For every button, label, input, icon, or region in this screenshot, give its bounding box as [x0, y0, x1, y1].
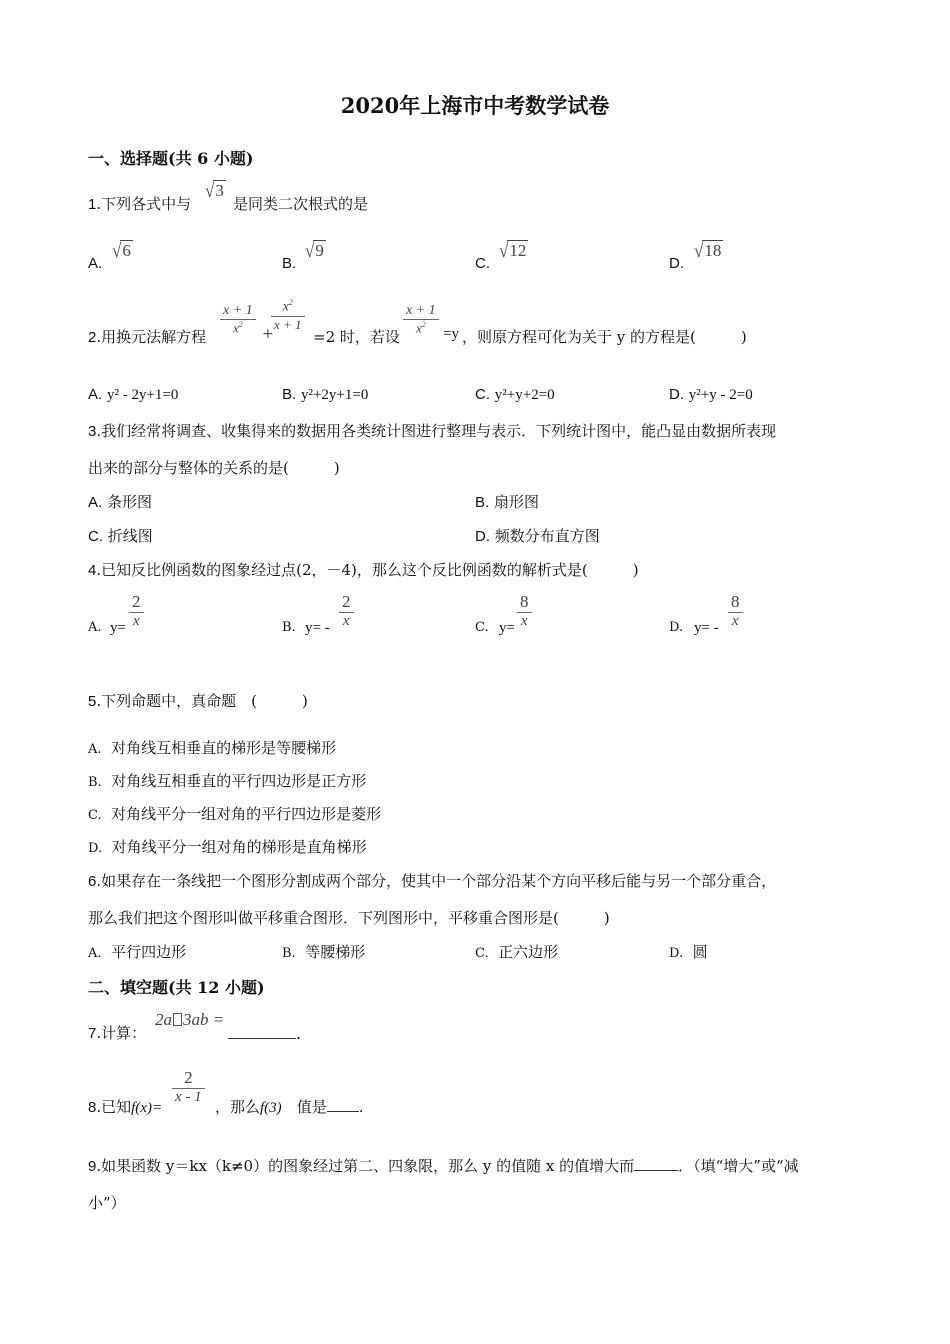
question-9-line-2: 小”）	[88, 1194, 126, 1212]
option-c-sqrt: √12	[499, 239, 527, 262]
placeholder-box-icon	[173, 1013, 182, 1026]
option-c: C. y²+y+2=0	[475, 386, 555, 403]
section-heading-choice: 一、选择题(共 6 小题)	[88, 149, 254, 168]
question-text-eq: =y	[443, 326, 459, 342]
option-b-sqrt: √9	[305, 239, 324, 262]
option-d-prefix: y= -	[694, 620, 719, 636]
plus-sign: +	[262, 326, 274, 342]
question-text-post: ，则原方程可化为关于 y 的方程是( )	[462, 328, 747, 346]
option-d: D. 对角线平分一组对角的梯形是直角梯形	[88, 838, 367, 856]
option-b-fraction: 2 x	[339, 592, 354, 630]
question-number: 6	[88, 873, 97, 890]
question-number: 8	[88, 1099, 97, 1116]
question-1	[88, 193, 191, 214]
sqrt-3: √3	[205, 179, 224, 202]
question-9-line-1: 9.如果函数 y＝kx（k≠0）的图象经过第二、四象限，那么 y 的值随 x 的值增大而 ．（填“增大”或“减	[88, 1157, 799, 1175]
question-number: 3	[88, 423, 97, 440]
question-6-line-1: 6.如果存在一条线把一个图形分割成两个部分，使其中一个部分沿某个方向平移后能与另一个部分重合，	[88, 872, 777, 890]
option-d-fraction: 8 x	[728, 592, 743, 630]
option-c-label: C.	[475, 255, 490, 272]
answer-blank[interactable]	[634, 1156, 678, 1171]
answer-blank[interactable]	[327, 1097, 359, 1112]
option-a-prefix: y=	[110, 620, 126, 636]
page-title: 2020年上海市中考数学试卷	[340, 93, 610, 118]
option-b: B. 对角线互相垂直的平行四边形是正方形	[88, 772, 367, 790]
question-3-line-2: 出来的部分与整体的关系的是( )	[88, 459, 340, 477]
question-8-tail: ，那么f(3) 值是 .	[215, 1098, 364, 1116]
question-number: 2	[88, 329, 97, 346]
option-d-label: D.	[669, 255, 684, 272]
option-a-fraction: 2 x	[129, 592, 144, 630]
option-a: A. y² - 2y+1=0	[88, 386, 179, 403]
function-fraction: 2 x - 1	[172, 1068, 205, 1106]
question-number: 9	[88, 1158, 97, 1175]
question-6-line-2: 那么我们把这个图形叫做平移重合图形．下列图形中，平移重合图形是( )	[88, 909, 610, 927]
question-2	[88, 326, 206, 347]
option-a: A. 对角线互相垂直的梯形是等腰梯形	[88, 739, 337, 757]
question-number: 4	[88, 562, 97, 579]
question-number: 5	[88, 693, 97, 710]
section-heading-fill: 二、填空题(共 12 小题)	[88, 978, 265, 997]
option-b: B. 等腰梯形	[282, 943, 366, 961]
fraction-2: $x^2$ x + 1	[271, 298, 305, 333]
option-c: C. 正六边形	[475, 943, 559, 961]
question-4: 4.已知反比例函数的图象经过点(2，－4)，那么这个反比例函数的解析式是( )	[88, 561, 639, 579]
option-a-sqrt: √6	[112, 239, 131, 262]
option-a: A. 条形图	[88, 493, 152, 511]
option-d: D. 频数分布直方图	[475, 527, 600, 545]
question-7: 7.计算：	[88, 1024, 147, 1042]
question-3-line-1: 3.我们经常将调查、收集得来的数据用各类统计图进行整理与表示．下列统计图中，能凸显由数据所表现	[88, 422, 777, 440]
question-text: .下列各式中与	[96, 195, 192, 213]
option-c-prefix: y=	[499, 620, 515, 636]
option-d-label: D.	[669, 620, 684, 635]
option-b-label: B.	[282, 620, 296, 635]
option-a: A. 平行四边形	[88, 943, 187, 961]
answer-blank[interactable]: .	[228, 1022, 301, 1043]
question-8: 8.已知f(x)=	[88, 1098, 163, 1116]
option-c: C. 折线图	[88, 527, 153, 545]
option-b-label: B.	[282, 255, 297, 272]
option-b: B. 扇形图	[475, 493, 539, 511]
option-a-label: A.	[88, 620, 102, 635]
option-c-fraction: 8 x	[517, 592, 532, 630]
option-b: B. y²+2y+1=0	[282, 386, 369, 403]
option-b-prefix: y= -	[305, 620, 330, 636]
expression: 2a 3ab =	[155, 1010, 225, 1029]
option-d-sqrt: √18	[694, 239, 722, 262]
question-text: .用换元法解方程	[96, 328, 207, 346]
option-d: D. 圆	[669, 943, 708, 961]
fraction-1: x + 1 $x^2$	[220, 303, 256, 336]
question-text-post: 是同类二次根式的是	[233, 195, 369, 213]
fraction-3: x + 1 $x^2$	[403, 303, 439, 336]
option-a-label: A.	[88, 255, 103, 272]
question-number: 1	[88, 196, 97, 213]
question-number: 7	[88, 1025, 97, 1042]
option-c-label: C.	[475, 620, 489, 635]
option-c: C. 对角线平分一组对角的平行四边形是菱形	[88, 805, 382, 823]
question-text-mid: =2 时，若设	[313, 328, 400, 346]
option-d: D. y²+y - 2=0	[669, 386, 753, 403]
question-5: 5.下列命题中，真命题 ( )	[88, 692, 308, 710]
